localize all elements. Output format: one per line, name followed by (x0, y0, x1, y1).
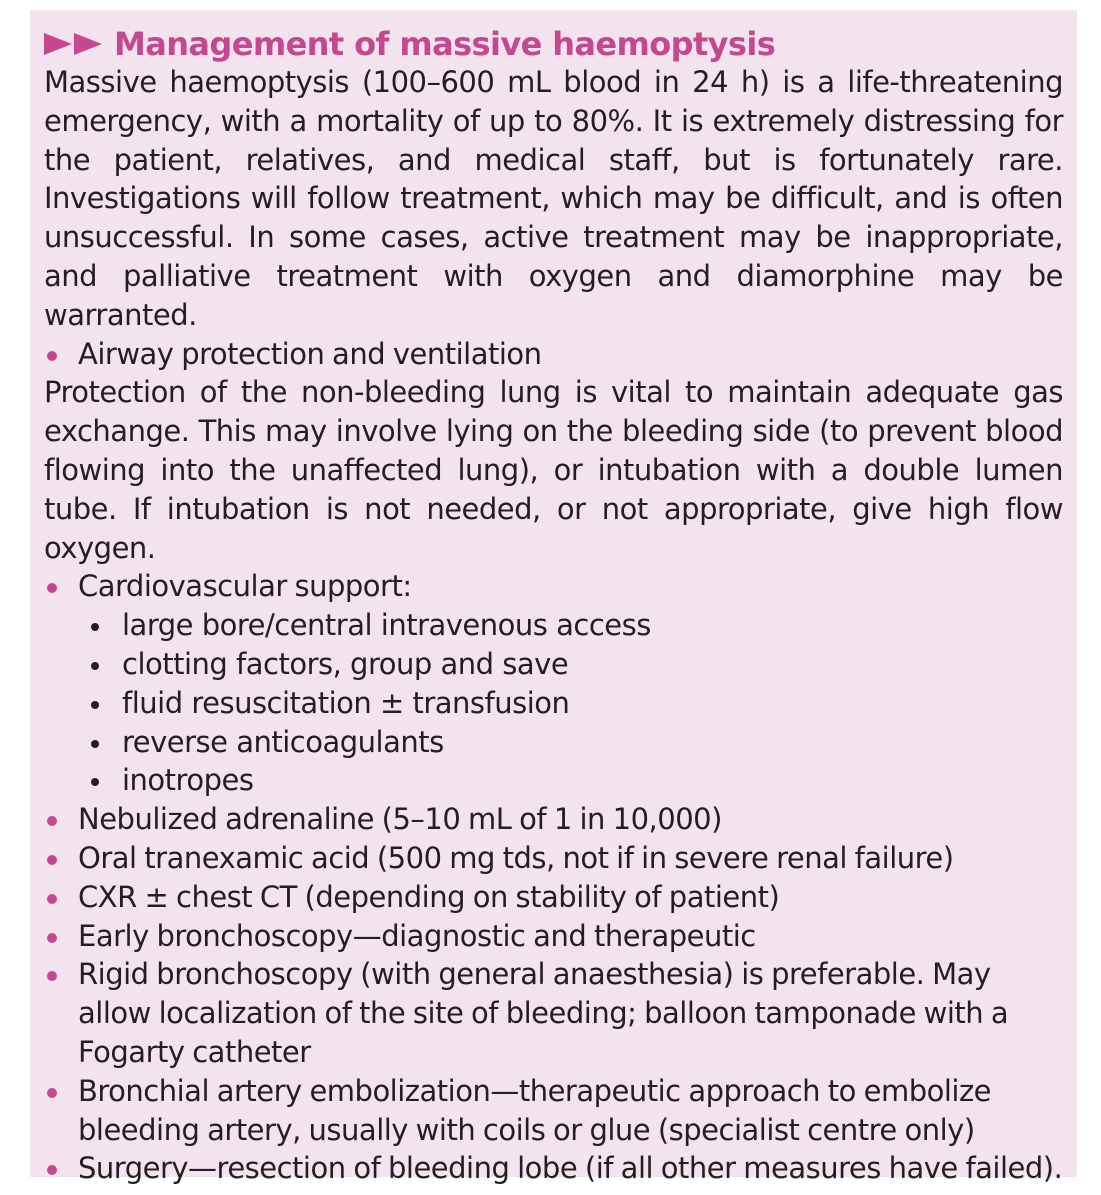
sub-item (44, 684, 1063, 723)
bullet-dot (47, 1088, 57, 1098)
bullet-item (44, 917, 1063, 956)
sub-bullet-dot (91, 740, 99, 748)
bullet-item-label: Bronchial artery embolization—therapeutic approach to embolize bleeding artery, usually with coils or glue (specialist centre only) (78, 1073, 992, 1147)
sub-item-label: inotropes (122, 763, 254, 798)
sub-item (44, 761, 1063, 800)
bullet-airway (44, 335, 1063, 374)
bullet-item (44, 839, 1063, 878)
bullet-dot (47, 971, 57, 981)
bullet-item-label: Rigid bronchoscopy (with general anaesthesia) is preferable. May allow localization of the site of bleeding; balloon tamponade with a Fogarty catheter (78, 957, 1009, 1069)
sub-bullet-dot (91, 778, 99, 786)
sub-item-label: large bore/central intravenous access (122, 608, 651, 643)
sub-item-label: reverse anticoagulants (122, 724, 444, 759)
bullet-cardio (44, 567, 1063, 606)
bullet-cardio-label: Cardiovascular support: (78, 569, 412, 604)
sub-item (44, 606, 1063, 645)
section-heading (44, 25, 1063, 63)
section-title: Management of massive haemoptysis (114, 25, 776, 63)
bullet-item (44, 1072, 1063, 1150)
sub-item-label: clotting factors, group and save (122, 646, 569, 681)
bullet-dot (47, 855, 57, 865)
bullet-dot (47, 933, 57, 943)
bullet-item-label: Oral tranexamic acid (500 mg tds, not if in severe renal failure) (78, 840, 954, 875)
bullet-dot (47, 583, 57, 593)
sub-bullet-dot (91, 623, 99, 631)
bullet-dot (47, 816, 57, 826)
sub-item (44, 645, 1063, 684)
sub-bullet-dot (91, 662, 99, 670)
sub-item (44, 723, 1063, 762)
bullet-dot (47, 351, 57, 361)
bullet-dot (47, 894, 57, 904)
bullet-item (44, 955, 1063, 1071)
bullet-item-label: CXR ± chest CT (depending on stability of patient) (78, 879, 780, 914)
double-right-arrow-icon (44, 32, 104, 56)
sub-item-label: fluid resuscitation ± transfusion (122, 685, 570, 720)
bullet-dot (47, 1165, 57, 1175)
management-box (30, 10, 1077, 1186)
bullet-item (44, 878, 1063, 917)
bullet-item (44, 1149, 1063, 1188)
bullet-item-label: Early bronchoscopy—diagnostic and therapeutic (78, 918, 756, 953)
intro-paragraph: Massive haemoptysis (100–600 mL blood in 24 h) is a life-threatening emergency, with a mortality of up to 80%. It is extremely distressing for the patient, relatives, and medical staff, but is fortunately rare. Investigations will follow treatment, which may be difficult, and is often unsuccessful. In some cases, active treatment may be inappropriate, and palliative treatment with oxygen and diamorphine may be warranted. (44, 65, 1063, 332)
bullet-item-label: Nebulized adrenaline (5–10 mL of 1 in 10,000) (78, 802, 722, 837)
airway-paragraph: Protection of the non-bleeding lung is vital to maintain adequate gas exchange. This may involve lying on the bleeding side (to prevent blood flowing into the unaffected lung), or intubation with a double lumen tube. If intubation is not needed, or not appropriate, give high flow oxygen. (44, 375, 1063, 565)
sub-bullet-dot (91, 701, 99, 709)
bullet-item (44, 800, 1063, 839)
bullet-airway-label: Airway protection and ventilation (78, 336, 542, 371)
bullet-item-label: Surgery—resection of bleeding lobe (if all other measures have failed). (78, 1151, 1063, 1186)
